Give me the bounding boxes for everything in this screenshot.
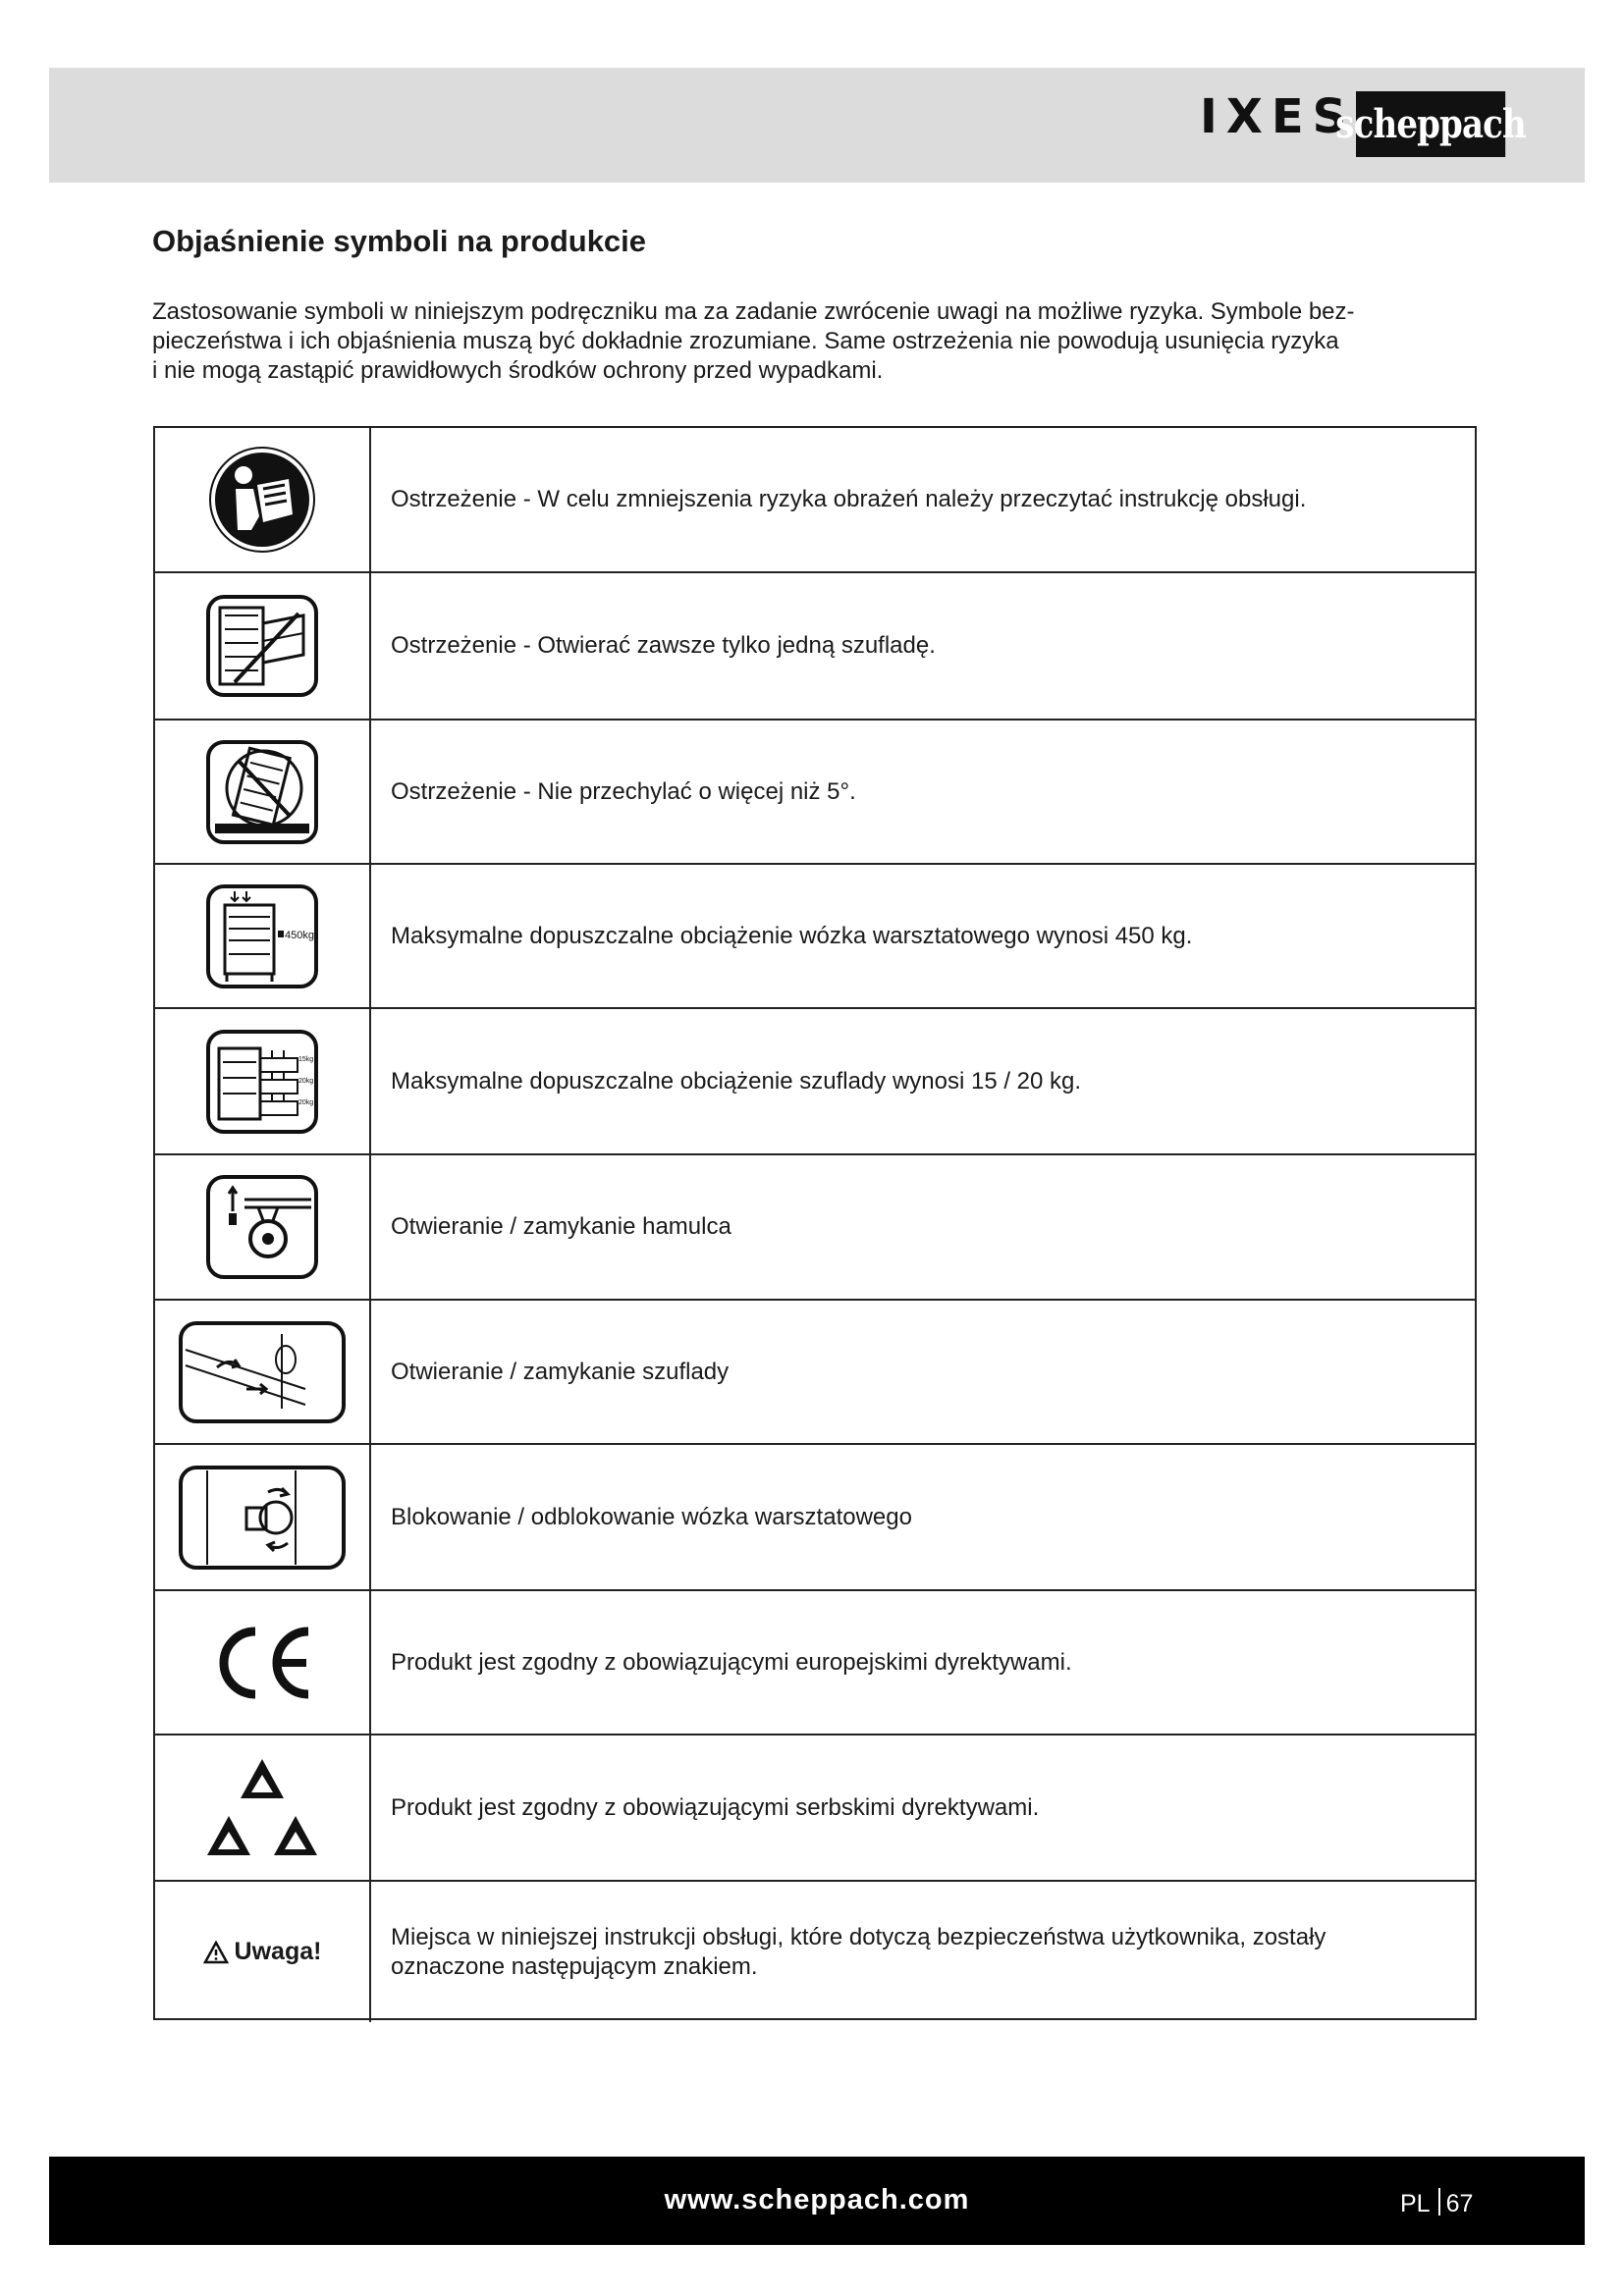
symbol-description: Ostrzeżenie - Nie przechylać o więcej niż 5°. — [391, 777, 856, 805]
no-tilt-icon — [205, 739, 319, 845]
intro-line: Zastosowanie symboli w niniejszym podręczniku ma za zadanie zwrócenie uwagi na możliwe ryzyka. Symbole bez- — [152, 298, 1355, 325]
icon-cell — [155, 573, 371, 719]
icon-cell — [155, 865, 371, 1007]
symbol-description: Produkt jest zgodny z obowiązującymi serbskimi dyrektywami. — [391, 1793, 1040, 1821]
symbol-description: Ostrzeżenie - W celu zmniejszenia ryzyka obrażeń należy przeczytać instrukcję obsługi. — [391, 486, 1307, 512]
uwaga-text: Uwaga! — [234, 1938, 322, 1965]
uwaga-label — [203, 1938, 322, 1966]
intro-line: i nie mogą zastąpić prawidłowych środków ochrony przed wypadkami. — [152, 357, 884, 384]
page-number — [1400, 2188, 1473, 2218]
table-row — [155, 1882, 1475, 2022]
symbol-table — [153, 426, 1477, 2020]
drawer-open-icon — [178, 1320, 347, 1424]
website-link[interactable]: www.scheppach.com — [664, 2184, 970, 2216]
icon-load-label: 20kg — [298, 1077, 314, 1085]
icon-cell — [155, 1735, 371, 1880]
max-load-cart-icon — [205, 883, 319, 989]
icon-cell — [155, 1155, 371, 1299]
icon-cell — [155, 1882, 371, 2022]
icon-cell — [155, 1301, 371, 1443]
table-row — [155, 1735, 1475, 1882]
table-row — [155, 721, 1475, 865]
icon-cell — [155, 1009, 371, 1153]
page-title: Objaśnienie symboli na produkcie — [152, 224, 647, 258]
table-row — [155, 1445, 1475, 1591]
symbol-description: Ostrzeżenie - Otwierać zawsze tylko jedną szufladę. — [391, 632, 936, 659]
intro-paragraph — [152, 297, 1488, 386]
language-code: PL — [1400, 2190, 1431, 2217]
table-row — [155, 428, 1475, 573]
icon-load-label: 20kg — [298, 1098, 314, 1106]
ce-mark-icon — [208, 1624, 316, 1702]
symbol-description: Produkt jest zgodny z obowiązującymi europejskimi dyrektywami. — [391, 1648, 1072, 1676]
brake-icon — [205, 1174, 319, 1280]
symbol-description: Maksymalne dopuszczalne obciążenie wózka warsztatowego wynosi 450 kg. — [391, 922, 1193, 949]
symbol-description: Maksymalne dopuszczalne obciążenie szuflady wynosi 15 / 20 kg. — [391, 1067, 1082, 1095]
divider — [1438, 2188, 1440, 2216]
serbian-conformity-icon — [203, 1753, 321, 1863]
one-drawer-icon — [205, 594, 319, 698]
table-row — [155, 1155, 1475, 1301]
table-row — [155, 1301, 1475, 1445]
lock-icon — [178, 1465, 347, 1571]
symbol-description: Otwieranie / zamykanie hamulca — [391, 1213, 731, 1240]
symbol-description: Otwieranie / zamykanie szuflady — [391, 1358, 730, 1385]
icon-cell — [155, 1445, 371, 1589]
icon-cell — [155, 428, 371, 571]
icon-load-label: 450kg — [285, 929, 314, 941]
icon-cell — [155, 721, 371, 863]
warning-triangle-icon — [203, 1941, 229, 1964]
read-manual-icon — [208, 446, 316, 554]
table-row — [155, 1591, 1475, 1735]
symbol-description: Blokowanie / odblokowanie wózka warsztatowego — [391, 1503, 912, 1530]
footer-band — [49, 2157, 1585, 2245]
max-load-drawer-icon — [205, 1029, 319, 1135]
page-number-value: 67 — [1445, 2190, 1474, 2217]
icon-cell — [155, 1591, 371, 1734]
table-row — [155, 865, 1475, 1009]
ixes-logo: IXES — [1200, 89, 1356, 144]
intro-line: pieczeństwa i ich objaśnienia muszą być dokładnie zrozumiane. Same ostrzeżenia nie powodują usunięcia ryzyka — [152, 328, 1339, 354]
table-row — [155, 573, 1475, 721]
icon-load-label: 15kg — [298, 1055, 314, 1063]
symbol-description: Miejsca w niniejszej instrukcji obsługi, które dotyczą bezpieczeństwa użytkownika, zostały oznaczone następującym znakiem. — [391, 1923, 1326, 1980]
table-row — [155, 1009, 1475, 1155]
scheppach-logo: scheppach — [1356, 91, 1505, 157]
